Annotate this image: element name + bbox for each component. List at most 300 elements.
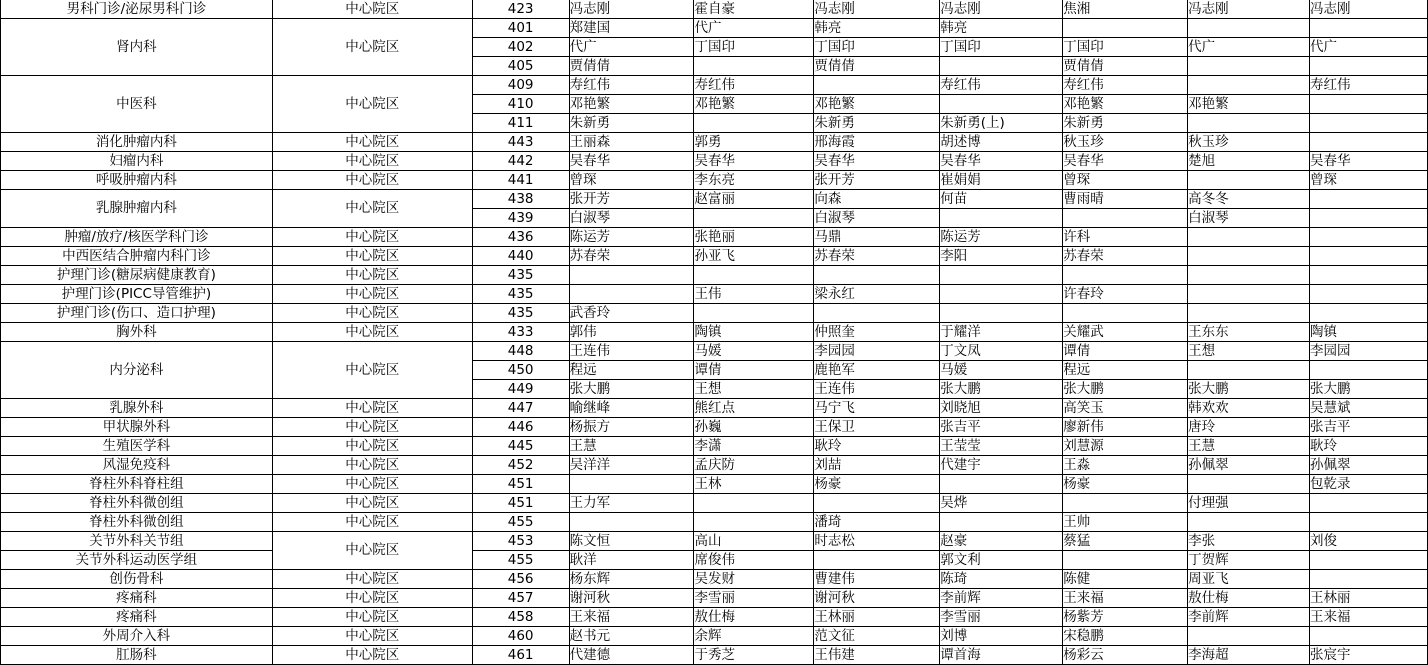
doctor-cell[interactable] [569,475,694,494]
doctor-cell[interactable]: 张吉平 [1310,418,1428,437]
doctor-cell[interactable]: 冯志刚 [1188,0,1310,19]
doctor-cell[interactable]: 关耀武 [1063,323,1188,342]
doctor-cell[interactable]: 吴春华 [1310,152,1428,171]
doctor-cell[interactable]: 马媛 [694,342,814,361]
doctor-cell[interactable]: 李潇 [694,437,814,456]
doctor-cell[interactable] [940,304,1063,323]
doctor-cell[interactable]: 谭倩 [1063,342,1188,361]
doctor-cell[interactable]: 程远 [1063,361,1188,380]
doctor-cell[interactable]: 张大鹏 [1188,380,1310,399]
department-cell[interactable]: 中西医结合肿瘤内科门诊 [1,247,273,266]
doctor-cell[interactable]: 郭勇 [694,133,814,152]
campus-cell[interactable]: 中心院区 [272,0,472,19]
doctor-cell[interactable]: 楚旭 [1188,152,1310,171]
doctor-cell[interactable] [1310,304,1428,323]
doctor-cell[interactable] [1310,133,1428,152]
department-cell[interactable]: 内分泌科 [1,342,273,399]
department-cell[interactable]: 外周介入科 [1,627,273,646]
department-cell[interactable]: 关节外科关节组 [1,532,273,551]
department-cell[interactable]: 护理门诊(糖尿病健康教育) [1,266,273,285]
doctor-cell[interactable]: 吴春华 [694,152,814,171]
doctor-cell[interactable]: 焦湘 [1063,0,1188,19]
doctor-cell[interactable]: 张大鹏 [1310,380,1428,399]
campus-cell[interactable]: 中心院区 [272,608,472,627]
doctor-cell[interactable]: 王来福 [1063,589,1188,608]
room-cell[interactable]: 458 [472,608,569,627]
room-cell[interactable]: 452 [472,456,569,475]
doctor-cell[interactable]: 丁国印 [694,38,814,57]
doctor-cell[interactable] [1188,171,1310,190]
campus-cell[interactable]: 中心院区 [272,19,472,76]
campus-cell[interactable]: 中心院区 [272,304,472,323]
doctor-cell[interactable]: 高笑玉 [1063,399,1188,418]
doctor-cell[interactable]: 席俊伟 [694,551,814,570]
doctor-cell[interactable]: 冯志刚 [569,0,694,19]
doctor-cell[interactable]: 吴洋洋 [569,456,694,475]
doctor-cell[interactable] [1310,266,1428,285]
doctor-cell[interactable]: 范文征 [814,627,940,646]
doctor-cell[interactable]: 陶镇 [694,323,814,342]
doctor-cell[interactable] [1310,19,1428,38]
doctor-cell[interactable]: 贾倩倩 [1063,57,1188,76]
doctor-cell[interactable]: 敖仕梅 [1188,589,1310,608]
doctor-cell[interactable]: 马宁飞 [814,399,940,418]
room-cell[interactable]: 435 [472,285,569,304]
doctor-cell[interactable]: 孙巍 [694,418,814,437]
doctor-cell[interactable]: 王莹莹 [940,437,1063,456]
doctor-cell[interactable]: 苏春荣 [569,247,694,266]
doctor-cell[interactable]: 邓艳繁 [1188,95,1310,114]
doctor-cell[interactable] [1310,228,1428,247]
doctor-cell[interactable]: 包乾录 [1310,475,1428,494]
doctor-cell[interactable]: 秋玉珍 [1188,133,1310,152]
doctor-cell[interactable]: 张吉平 [940,418,1063,437]
doctor-cell[interactable]: 王伟 [694,285,814,304]
doctor-cell[interactable]: 吴发财 [694,570,814,589]
department-cell[interactable]: 肿瘤/放疗/核医学科门诊 [1,228,273,247]
doctor-cell[interactable]: 寿红伟 [694,76,814,95]
doctor-cell[interactable] [940,266,1063,285]
doctor-cell[interactable] [1063,19,1188,38]
department-cell[interactable]: 生殖医学科 [1,437,273,456]
doctor-cell[interactable]: 白淑琴 [569,209,694,228]
department-cell[interactable]: 护理门诊(PICC导管维护) [1,285,273,304]
doctor-cell[interactable]: 白淑琴 [814,209,940,228]
doctor-cell[interactable] [1188,76,1310,95]
doctor-cell[interactable]: 苏春荣 [814,247,940,266]
doctor-cell[interactable]: 李张 [1188,532,1310,551]
doctor-cell[interactable]: 熊红点 [694,399,814,418]
doctor-cell[interactable]: 李前辉 [1188,608,1310,627]
doctor-cell[interactable]: 邓艳繁 [1063,95,1188,114]
doctor-cell[interactable]: 李雪丽 [940,608,1063,627]
doctor-cell[interactable]: 赵豪 [940,532,1063,551]
doctor-cell[interactable] [1310,95,1428,114]
doctor-cell[interactable] [814,551,940,570]
campus-cell[interactable]: 中心院区 [272,285,472,304]
department-cell[interactable]: 脊柱外科脊柱组 [1,475,273,494]
doctor-cell[interactable] [569,285,694,304]
doctor-cell[interactable] [569,266,694,285]
doctor-cell[interactable]: 曾琛 [1063,171,1188,190]
doctor-cell[interactable]: 刘喆 [814,456,940,475]
room-cell[interactable]: 440 [472,247,569,266]
doctor-cell[interactable]: 崔娟娟 [940,171,1063,190]
doctor-cell[interactable] [940,209,1063,228]
doctor-cell[interactable]: 代建德 [569,646,694,665]
doctor-cell[interactable]: 陈文恒 [569,532,694,551]
doctor-cell[interactable]: 代广 [1188,38,1310,57]
doctor-cell[interactable] [694,209,814,228]
room-cell[interactable]: 441 [472,171,569,190]
doctor-cell[interactable]: 许科 [1063,228,1188,247]
doctor-cell[interactable]: 马媛 [940,361,1063,380]
doctor-cell[interactable]: 耿玲 [1310,437,1428,456]
campus-cell[interactable]: 中心院区 [272,190,472,228]
doctor-cell[interactable]: 王林丽 [814,608,940,627]
department-cell[interactable]: 乳腺外科 [1,399,273,418]
department-cell[interactable]: 脊柱外科微创组 [1,513,273,532]
campus-cell[interactable]: 中心院区 [272,152,472,171]
doctor-cell[interactable] [1188,266,1310,285]
room-cell[interactable]: 433 [472,323,569,342]
doctor-cell[interactable]: 陶镇 [1310,323,1428,342]
doctor-cell[interactable]: 谭首海 [940,646,1063,665]
department-cell[interactable]: 创伤骨科 [1,570,273,589]
doctor-cell[interactable]: 杨振方 [569,418,694,437]
campus-cell[interactable]: 中心院区 [272,570,472,589]
doctor-cell[interactable]: 程远 [569,361,694,380]
department-cell[interactable]: 乳腺肿瘤内科 [1,190,273,228]
doctor-cell[interactable]: 杨豪 [814,475,940,494]
doctor-cell[interactable]: 于耀洋 [940,323,1063,342]
doctor-cell[interactable]: 韩亮 [814,19,940,38]
doctor-cell[interactable]: 刘慧源 [1063,437,1188,456]
doctor-cell[interactable]: 朱新勇 [1063,114,1188,133]
doctor-cell[interactable]: 敖仕梅 [694,608,814,627]
doctor-cell[interactable]: 邓艳繁 [694,95,814,114]
room-cell[interactable]: 460 [472,627,569,646]
department-cell[interactable]: 中医科 [1,76,273,133]
department-cell[interactable]: 脊柱外科微创组 [1,494,273,513]
doctor-cell[interactable]: 吴春华 [1063,152,1188,171]
doctor-cell[interactable] [569,513,694,532]
doctor-cell[interactable]: 王想 [694,380,814,399]
doctor-cell[interactable] [1188,361,1310,380]
doctor-cell[interactable] [940,513,1063,532]
doctor-cell[interactable] [1188,285,1310,304]
doctor-cell[interactable]: 贾倩倩 [814,57,940,76]
doctor-cell[interactable]: 寿红伟 [940,76,1063,95]
doctor-cell[interactable]: 王林 [694,475,814,494]
department-cell[interactable]: 疼痛科 [1,608,273,627]
doctor-cell[interactable]: 朱新勇 [814,114,940,133]
doctor-cell[interactable]: 苏春荣 [1063,247,1188,266]
doctor-cell[interactable]: 孙佩翠 [1310,456,1428,475]
doctor-cell[interactable]: 吴慧斌 [1310,399,1428,418]
doctor-cell[interactable]: 吴春华 [940,152,1063,171]
room-cell[interactable]: 448 [472,342,569,361]
doctor-cell[interactable]: 冯志刚 [814,0,940,19]
doctor-cell[interactable]: 鹿艳军 [814,361,940,380]
doctor-cell[interactable] [1310,190,1428,209]
doctor-cell[interactable] [694,494,814,513]
room-cell[interactable]: 438 [472,190,569,209]
doctor-cell[interactable] [1310,570,1428,589]
doctor-cell[interactable]: 杨东辉 [569,570,694,589]
doctor-cell[interactable]: 许春玲 [1063,285,1188,304]
doctor-cell[interactable] [1188,475,1310,494]
doctor-cell[interactable]: 寿红伟 [1310,76,1428,95]
doctor-cell[interactable] [1188,513,1310,532]
department-cell[interactable]: 关节外科运动医学组 [1,551,273,570]
doctor-cell[interactable] [1063,304,1188,323]
room-cell[interactable]: 447 [472,399,569,418]
doctor-cell[interactable]: 王丽森 [569,133,694,152]
doctor-cell[interactable]: 蔡猛 [1063,532,1188,551]
room-cell[interactable]: 442 [472,152,569,171]
doctor-cell[interactable]: 李园园 [814,342,940,361]
doctor-cell[interactable]: 向森 [814,190,940,209]
doctor-cell[interactable]: 潘琦 [814,513,940,532]
doctor-cell[interactable]: 王保卫 [814,418,940,437]
room-cell[interactable]: 405 [472,57,569,76]
doctor-cell[interactable]: 时志松 [814,532,940,551]
doctor-cell[interactable]: 唐玲 [1188,418,1310,437]
room-cell[interactable]: 401 [472,19,569,38]
doctor-cell[interactable]: 廖新伟 [1063,418,1188,437]
doctor-cell[interactable] [1310,627,1428,646]
department-cell[interactable]: 甲状腺外科 [1,418,273,437]
doctor-cell[interactable] [1063,209,1188,228]
room-cell[interactable]: 402 [472,38,569,57]
doctor-cell[interactable]: 曾琛 [1310,171,1428,190]
doctor-cell[interactable] [1310,114,1428,133]
doctor-cell[interactable]: 陈运芳 [940,228,1063,247]
doctor-cell[interactable]: 霍自豪 [694,0,814,19]
doctor-cell[interactable]: 谢河秋 [569,589,694,608]
doctor-cell[interactable]: 高山 [694,532,814,551]
doctor-cell[interactable]: 王帅 [1063,513,1188,532]
doctor-cell[interactable] [694,57,814,76]
doctor-cell[interactable]: 胡述博 [940,133,1063,152]
doctor-cell[interactable]: 于秀芝 [694,646,814,665]
doctor-cell[interactable] [1188,627,1310,646]
room-cell[interactable]: 435 [472,304,569,323]
room-cell[interactable]: 455 [472,551,569,570]
doctor-cell[interactable]: 李园园 [1310,342,1428,361]
doctor-cell[interactable] [694,304,814,323]
doctor-cell[interactable]: 仲照奎 [814,323,940,342]
campus-cell[interactable]: 中心院区 [272,475,472,494]
doctor-cell[interactable] [1188,247,1310,266]
doctor-cell[interactable]: 张开芳 [814,171,940,190]
doctor-cell[interactable]: 贾倩倩 [569,57,694,76]
doctor-cell[interactable]: 丁国印 [814,38,940,57]
department-cell[interactable]: 护理门诊(伤口、造口护理) [1,304,273,323]
doctor-cell[interactable]: 马鼎 [814,228,940,247]
doctor-cell[interactable]: 曹建伟 [814,570,940,589]
campus-cell[interactable]: 中心院区 [272,228,472,247]
doctor-cell[interactable]: 王淼 [1063,456,1188,475]
doctor-cell[interactable] [814,304,940,323]
doctor-cell[interactable]: 高冬冬 [1188,190,1310,209]
campus-cell[interactable]: 中心院区 [272,247,472,266]
doctor-cell[interactable]: 宋稳鹏 [1063,627,1188,646]
doctor-cell[interactable]: 朱新勇 [569,114,694,133]
department-cell[interactable]: 男科门诊/泌尿男科门诊 [1,0,273,19]
doctor-cell[interactable] [1063,551,1188,570]
doctor-cell[interactable] [940,95,1063,114]
doctor-cell[interactable]: 王慧 [1188,437,1310,456]
doctor-cell[interactable]: 孙亚飞 [694,247,814,266]
doctor-cell[interactable]: 王来福 [569,608,694,627]
doctor-cell[interactable]: 谭倩 [694,361,814,380]
department-cell[interactable]: 疼痛科 [1,589,273,608]
doctor-cell[interactable] [1188,57,1310,76]
doctor-cell[interactable]: 邢海霞 [814,133,940,152]
doctor-cell[interactable]: 杨豪 [1063,475,1188,494]
campus-cell[interactable]: 中心院区 [272,133,472,152]
doctor-cell[interactable]: 陈健 [1063,570,1188,589]
doctor-cell[interactable]: 孟庆防 [694,456,814,475]
doctor-cell[interactable]: 丁文凤 [940,342,1063,361]
doctor-cell[interactable] [1310,285,1428,304]
doctor-cell[interactable]: 代广 [569,38,694,57]
doctor-cell[interactable] [814,266,940,285]
doctor-cell[interactable]: 张宸宇 [1310,646,1428,665]
campus-cell[interactable]: 中心院区 [272,456,472,475]
doctor-cell[interactable]: 代广 [1310,38,1428,57]
doctor-cell[interactable] [1310,361,1428,380]
room-cell[interactable]: 456 [472,570,569,589]
room-cell[interactable]: 449 [472,380,569,399]
doctor-cell[interactable]: 刘晓旭 [940,399,1063,418]
doctor-cell[interactable]: 赵书元 [569,627,694,646]
doctor-cell[interactable] [814,494,940,513]
doctor-cell[interactable] [1310,513,1428,532]
department-cell[interactable]: 胸外科 [1,323,273,342]
doctor-cell[interactable]: 郑建国 [569,19,694,38]
campus-cell[interactable]: 中心院区 [272,171,472,190]
doctor-cell[interactable]: 李东亮 [694,171,814,190]
campus-cell[interactable]: 中心院区 [272,646,472,665]
doctor-cell[interactable]: 代广 [694,19,814,38]
doctor-cell[interactable] [694,513,814,532]
doctor-cell[interactable] [1188,304,1310,323]
department-cell[interactable]: 肛肠科 [1,646,273,665]
doctor-cell[interactable]: 曹雨晴 [1063,190,1188,209]
doctor-cell[interactable]: 武香玲 [569,304,694,323]
doctor-cell[interactable]: 曾琛 [569,171,694,190]
room-cell[interactable]: 457 [472,589,569,608]
doctor-cell[interactable] [1310,551,1428,570]
doctor-cell[interactable]: 郭文利 [940,551,1063,570]
doctor-cell[interactable]: 王力军 [569,494,694,513]
doctor-cell[interactable]: 代建宇 [940,456,1063,475]
doctor-cell[interactable] [1188,228,1310,247]
doctor-cell[interactable]: 刘俊 [1310,532,1428,551]
doctor-cell[interactable]: 陈运芳 [569,228,694,247]
doctor-cell[interactable]: 王林丽 [1310,589,1428,608]
doctor-cell[interactable]: 张开芳 [569,190,694,209]
doctor-cell[interactable] [1063,266,1188,285]
campus-cell[interactable]: 中心院区 [272,589,472,608]
doctor-cell[interactable]: 李阳 [940,247,1063,266]
room-cell[interactable]: 445 [472,437,569,456]
doctor-cell[interactable] [1188,114,1310,133]
doctor-cell[interactable]: 张大鹏 [1063,380,1188,399]
doctor-cell[interactable]: 谢河秋 [814,589,940,608]
doctor-cell[interactable] [694,266,814,285]
doctor-cell[interactable]: 郭伟 [569,323,694,342]
doctor-cell[interactable] [1310,57,1428,76]
room-cell[interactable]: 436 [472,228,569,247]
doctor-cell[interactable]: 冯志刚 [1310,0,1428,19]
doctor-cell[interactable]: 余辉 [694,627,814,646]
room-cell[interactable]: 443 [472,133,569,152]
doctor-cell[interactable]: 孙佩翠 [1188,456,1310,475]
doctor-cell[interactable] [1310,247,1428,266]
doctor-cell[interactable]: 丁贺辉 [1188,551,1310,570]
doctor-cell[interactable]: 王来福 [1310,608,1428,627]
doctor-cell[interactable]: 赵富丽 [694,190,814,209]
doctor-cell[interactable]: 寿红伟 [569,76,694,95]
campus-cell[interactable]: 中心院区 [272,532,472,570]
doctor-cell[interactable]: 吴春华 [569,152,694,171]
campus-cell[interactable]: 中心院区 [272,437,472,456]
doctor-cell[interactable] [940,285,1063,304]
doctor-cell[interactable]: 冯志刚 [940,0,1063,19]
doctor-cell[interactable] [940,57,1063,76]
doctor-cell[interactable]: 耿洋 [569,551,694,570]
doctor-cell[interactable]: 丁国印 [940,38,1063,57]
campus-cell[interactable]: 中心院区 [272,76,472,133]
doctor-cell[interactable] [814,76,940,95]
department-cell[interactable]: 风湿免疫科 [1,456,273,475]
doctor-cell[interactable]: 邓艳繁 [569,95,694,114]
doctor-cell[interactable] [694,114,814,133]
room-cell[interactable]: 450 [472,361,569,380]
doctor-cell[interactable]: 王想 [1188,342,1310,361]
campus-cell[interactable]: 中心院区 [272,513,472,532]
campus-cell[interactable]: 中心院区 [272,266,472,285]
campus-cell[interactable]: 中心院区 [272,323,472,342]
doctor-cell[interactable]: 王连伟 [569,342,694,361]
doctor-cell[interactable]: 王连伟 [814,380,940,399]
doctor-cell[interactable]: 付理强 [1188,494,1310,513]
room-cell[interactable]: 439 [472,209,569,228]
doctor-cell[interactable]: 吴烨 [940,494,1063,513]
doctor-cell[interactable]: 耿玲 [814,437,940,456]
doctor-cell[interactable]: 吴春华 [814,152,940,171]
campus-cell[interactable]: 中心院区 [272,418,472,437]
doctor-cell[interactable]: 何苗 [940,190,1063,209]
doctor-cell[interactable]: 杨彩云 [1063,646,1188,665]
doctor-cell[interactable]: 张艳丽 [694,228,814,247]
campus-cell[interactable]: 中心院区 [272,399,472,418]
room-cell[interactable]: 461 [472,646,569,665]
room-cell[interactable]: 410 [472,95,569,114]
room-cell[interactable]: 423 [472,0,569,19]
doctor-cell[interactable]: 张大鹏 [569,380,694,399]
room-cell[interactable]: 451 [472,475,569,494]
doctor-cell[interactable]: 朱新勇(上) [940,114,1063,133]
doctor-cell[interactable]: 白淑琴 [1188,209,1310,228]
campus-cell[interactable]: 中心院区 [272,627,472,646]
doctor-cell[interactable]: 王慧 [569,437,694,456]
doctor-cell[interactable]: 刘博 [940,627,1063,646]
